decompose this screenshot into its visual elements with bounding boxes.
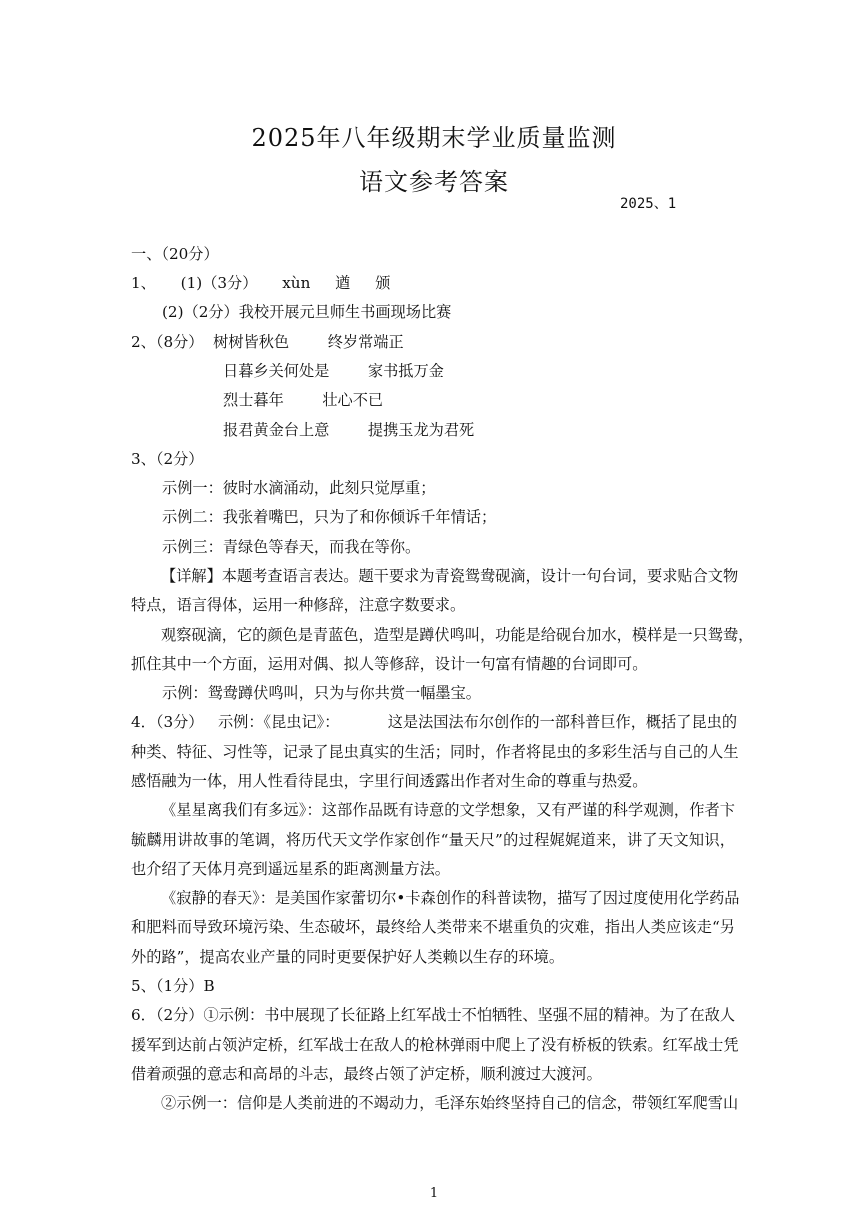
answer-line: 也介绍了天体月亮到遥远星系的距离测量方法。	[131, 860, 450, 878]
answer-line: 4．（3分） 示例：《昆虫记》： 这是法国法布尔创作的一部科普巨作，概括了昆虫的	[131, 713, 738, 731]
example-line: 示例：鸳鸯蹲伏鸣叫，只为与你共赏一幅墨宝。	[162, 684, 481, 702]
explanation-line: 观察砚滴，它的颜色是青蓝色，造型是蹲伏鸣叫，功能是给砚台加水，模样是一只鸳鸯，	[161, 626, 754, 644]
answer-line: 2、（8分） 树树皆秋色 终岁常端正	[131, 333, 404, 351]
answer-line: 日暮乡关何处是 家书抵万金	[223, 362, 444, 380]
answer-line: 烈士暮年 壮心不已	[223, 391, 384, 409]
explanation-line: 抓住其中一个方面，运用对偶、拟人等修辞，设计一句富有情趣的台词即可。	[131, 655, 648, 673]
answer-line: (2)（2分）我校开展元旦师生书画现场比赛	[162, 303, 452, 321]
answer-line: 《寂静的春天》：是美国作家蕾切尔•卡森创作的科普读物，描写了因过度使用化学药品	[161, 889, 740, 907]
section-heading: 一、（20分）	[131, 245, 219, 263]
document-date: 2025、1	[620, 196, 677, 212]
page-number: 1	[429, 1186, 439, 1201]
answer-line: 种类、特征、习性等，记录了昆虫真实的生活；同时，作者将昆虫的多彩生活与自己的人生	[131, 743, 739, 761]
answer-line: 外的路”，提高农业产量的同时更要保护好人类赖以生存的环境。	[131, 948, 565, 966]
answer-line: 1、 (1)（3分） xùn 遒 颁	[131, 274, 391, 292]
example-line: 示例三：青绿色等春天，而我在等你。	[162, 538, 421, 556]
answer-line: ②示例一：信仰是人类前进的不竭动力，毛泽东始终坚持自己的信念，带领红军爬雪山	[161, 1094, 739, 1112]
answer-line: 6．（2分）①示例：书中展现了长征路上红军战士不怕牺牲、坚强不屈的精神。为了在敌人	[131, 1006, 736, 1024]
answer-line: 感悟融为一体，用人性看待昆虫，字里行间透露出作者对生命的尊重与热爱。	[131, 772, 648, 790]
answer-line: 3、（2分）	[131, 450, 204, 468]
answer-line: 毓麟用讲故事的笔调，将历代天文学作家创作“量天尺”的过程娓娓道来，讲了天文知识，	[131, 831, 735, 849]
document-title: 2025年八年级期末学业质量监测	[251, 124, 617, 152]
example-line: 示例一：彼时水滴涌动，此刻只觉厚重；	[162, 479, 436, 497]
answer-line: 援军到达前占领泸定桥，红军战士在敌人的枪林弹雨中爬上了没有桥板的铁索。红军战士凭	[131, 1036, 739, 1054]
answer-line: 借着顽强的意志和高昂的斗志，最终占领了泸定桥，顺利渡过大渡河。	[131, 1065, 602, 1083]
answer-line: 《星星离我们有多远》：这部作品既有诗意的文学想象，又有严谨的科学观测，作者卞	[161, 801, 735, 819]
explanation-line: 【详解】本题考查语言表达。题干要求为青瓷鸳鸯砚滴，设计一句台词，要求贴合文物	[161, 567, 739, 585]
document-subtitle: 语文参考答案	[359, 168, 509, 196]
answer-line: 报君黄金台上意 提携玉龙为君死	[223, 421, 475, 439]
example-line: 示例二：我张着嘴巴，只为了和你倾诉千年情话；	[162, 508, 497, 526]
answer-line: 5、（1分）B	[131, 977, 215, 995]
answer-line: 和肥料而导致环境污染、生态破坏，最终给人类带来不堪重负的灾难，指出人类应该走“另	[131, 918, 735, 936]
explanation-line: 特点，语言得体，运用一种修辞，注意字数要求。	[131, 596, 466, 614]
